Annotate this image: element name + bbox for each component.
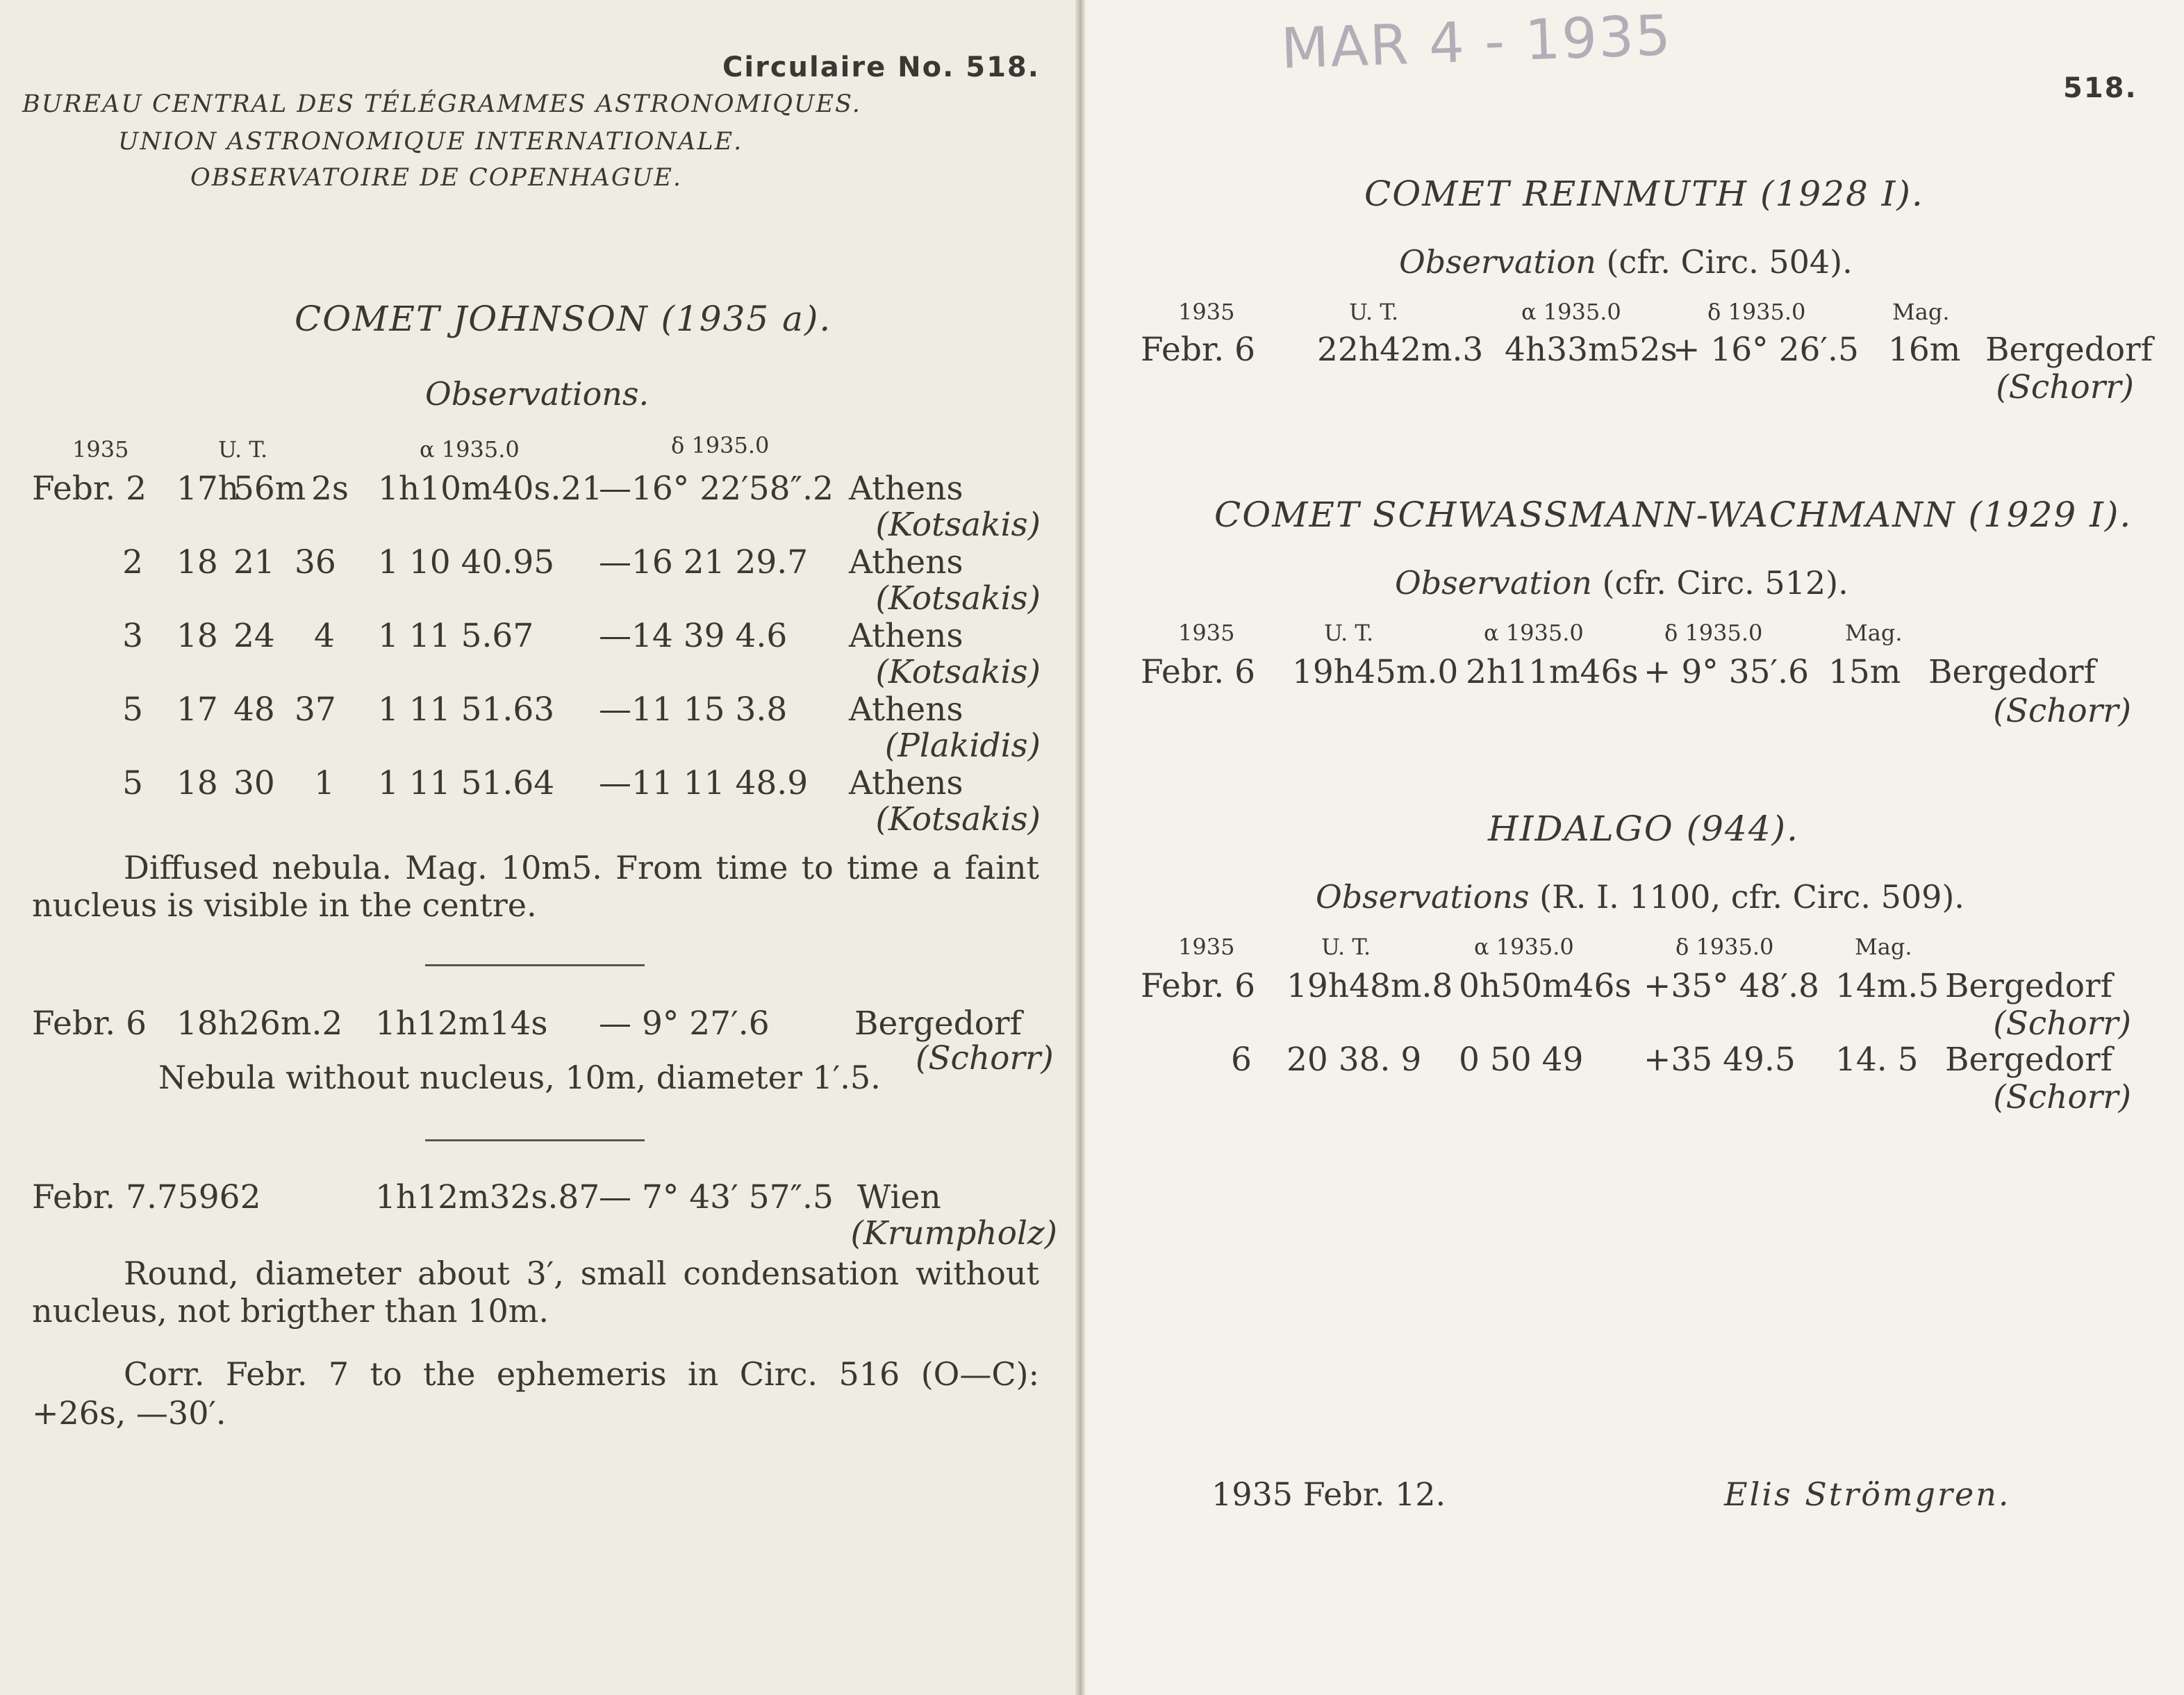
hidalgo-row-date: Febr. 6 <box>1141 967 1256 1005</box>
hidalgo-header-dec: δ 1935.0 <box>1676 934 1774 960</box>
row-ut-s: 37 <box>295 691 336 729</box>
left-page <box>0 0 1078 1695</box>
hidalgo-row-place: Bergedorf <box>1945 967 2112 1005</box>
row-ut-h: 17h <box>176 470 240 508</box>
reinmuth-date: Febr. 6 <box>1141 331 1256 369</box>
row-date: 5 <box>122 764 143 802</box>
obs2-ut: 18h26m.2 <box>176 1004 343 1043</box>
note-correction: Corr. Febr. 7 to the ephemeris in Circ. 516 (O—C): +26s, —30′. <box>32 1355 1039 1432</box>
comet-reinmuth-title: COMET REINMUTH (1928 I). <box>1364 174 1924 214</box>
row-dec: —14 39 4.6 <box>599 617 788 655</box>
row-observer: (Plakidis) <box>884 727 1041 765</box>
row-ut-s: 4 <box>314 617 335 655</box>
note-nebula-without-nucleus: Nebula without nucleus, 10m, diameter 1′.5. <box>158 1059 881 1096</box>
row-dec: —11 15 3.8 <box>599 691 788 729</box>
reinmuth-ra: 4h33m52s <box>1505 331 1678 369</box>
schwassmann-mag: 15m <box>1828 653 1901 691</box>
row-place: Athens <box>849 764 963 802</box>
schwassmann-obs-ref: (cfr. Circ. 512). <box>1602 564 1848 602</box>
row-observer: (Kotsakis) <box>875 800 1041 838</box>
note-round-diameter: Round, diameter about 3′, small condensation without nucleus, not brigther than 10m. <box>32 1255 1039 1330</box>
circular-number: Circulaire No. 518. <box>722 51 1040 83</box>
row-ra: 1 11 51.63 <box>378 691 555 729</box>
row-ut-m: 48 <box>233 691 275 729</box>
reinmuth-header-year: 1935 <box>1178 299 1235 325</box>
row-dec: —16 21 29.7 <box>599 543 809 581</box>
row-ut-m: 56m <box>233 470 306 508</box>
hidalgo-header-ut: U. T. <box>1321 934 1371 960</box>
schwassmann-dec: + 9° 35′.6 <box>1644 653 1809 691</box>
hidalgo-row-date: 6 <box>1231 1041 1252 1079</box>
row-ut-m: 21 <box>233 543 275 581</box>
row-date: 5 <box>122 691 143 729</box>
hidalgo-row-ut: 20 38. 9 <box>1287 1041 1422 1079</box>
obs3-date: Febr. 7.75962 <box>32 1178 261 1216</box>
row-date: 2 <box>122 543 143 581</box>
hidalgo-row-mag: 14m.5 <box>1835 967 1939 1005</box>
schwassmann-place: Bergedorf <box>1928 653 2096 691</box>
row-ut-m: 30 <box>233 764 275 802</box>
obs3-observer: (Krumpholz) <box>850 1214 1057 1252</box>
row-date: Febr. 2 <box>32 470 147 508</box>
bureau-line-2: UNION ASTRONOMIQUE INTERNATIONALE. <box>118 128 743 156</box>
reinmuth-header-ut: U. T. <box>1349 299 1399 325</box>
comet-schwassmann-title: COMET SCHWASSMANN-WACHMANN (1929 I). <box>1214 495 2133 535</box>
hidalgo-row-place: Bergedorf <box>1945 1041 2112 1079</box>
reinmuth-dec: + 16° 26′.5 <box>1673 331 1859 369</box>
row-observer: (Kotsakis) <box>875 579 1041 618</box>
obs2-place: Bergedorf <box>854 1004 1022 1043</box>
col-header-ut: U. T. <box>218 436 268 463</box>
hidalgo-header-ra: α 1935.0 <box>1474 934 1574 960</box>
col-header-year: 1935 <box>72 436 129 463</box>
hidalgo-title: HIDALGO (944). <box>1488 809 1799 849</box>
hidalgo-row-ra: 0 50 49 <box>1459 1041 1584 1079</box>
divider <box>425 1139 645 1141</box>
col-header-dec: δ 1935.0 <box>671 432 770 458</box>
schwassmann-ut: 19h45m.0 <box>1292 653 1459 691</box>
row-place: Athens <box>849 617 963 655</box>
reinmuth-observer: (Schorr) <box>1996 368 2134 406</box>
schwassmann-header-ra: α 1935.0 <box>1484 620 1584 646</box>
obs2-observer: (Schorr) <box>916 1039 1054 1077</box>
row-observer: (Kotsakis) <box>875 506 1041 544</box>
hidalgo-header-year: 1935 <box>1178 934 1235 960</box>
row-ra: 1 11 5.67 <box>378 617 534 655</box>
row-ut-s: 1 <box>314 764 335 802</box>
reinmuth-header-dec: δ 1935.0 <box>1707 299 1806 325</box>
hidalgo-row-observer: (Schorr) <box>1993 1078 2131 1116</box>
row-date: 3 <box>122 617 143 655</box>
schwassmann-obs-label: Observation <box>1395 564 1592 602</box>
obs3-ra: 1h12m32s.87 <box>375 1178 600 1216</box>
hidalgo-row-mag: 14. 5 <box>1835 1041 1919 1079</box>
note-diffused-nebula: Diffused nebula. Mag. 10m5. From time to time a faint nucleus is visible in the centre. <box>32 849 1039 924</box>
row-ra: 1 10 40.95 <box>378 543 555 581</box>
schwassmann-ra: 2h11m46s <box>1466 653 1639 691</box>
hidalgo-observation-heading <box>1316 878 1964 916</box>
bureau-line-1: BUREAU CENTRAL DES TÉLÉGRAMMES ASTRONOMIQUES. <box>22 90 861 118</box>
observations-heading: Observations. <box>425 375 650 413</box>
row-ut-s: 2s <box>311 470 349 508</box>
right-page <box>1085 0 2184 1695</box>
row-ut-h: 18 <box>176 617 218 655</box>
comet-johnson-title: COMET JOHNSON (1935 a). <box>295 299 832 339</box>
schwassmann-date: Febr. 6 <box>1141 653 1256 691</box>
schwassmann-header-dec: δ 1935.0 <box>1664 620 1763 646</box>
reinmuth-ut: 22h42m.3 <box>1317 331 1484 369</box>
row-ra: 1h10m40s.21 <box>378 470 603 508</box>
reinmuth-header-ra: α 1935.0 <box>1521 299 1621 325</box>
row-place: Athens <box>849 691 963 729</box>
schwassmann-header-year: 1935 <box>1178 620 1235 646</box>
hidalgo-row-observer: (Schorr) <box>1993 1004 2131 1043</box>
reinmuth-header-mag: Mag. <box>1892 299 1950 325</box>
row-place: Athens <box>849 470 963 508</box>
obs3-place: Wien <box>857 1178 941 1216</box>
obs2-ra: 1h12m14s <box>375 1004 548 1043</box>
reinmuth-obs-label: Observation <box>1399 243 1596 281</box>
reinmuth-mag: 16m <box>1888 331 1961 369</box>
hidalgo-row-ut: 19h48m.8 <box>1287 967 1453 1005</box>
row-ut-s: 36 <box>295 543 336 581</box>
row-ra: 1 11 51.64 <box>378 764 555 802</box>
page-number: 518. <box>2063 72 2137 104</box>
bureau-line-3: OBSERVATOIRE DE COPENHAGUE. <box>190 164 683 192</box>
reinmuth-place: Bergedorf <box>1985 331 2153 369</box>
row-ut-h: 17 <box>176 691 218 729</box>
row-ut-h: 18 <box>176 543 218 581</box>
obs2-dec: — 9° 27′.6 <box>599 1004 770 1043</box>
divider <box>425 964 645 966</box>
row-ut-m: 24 <box>233 617 275 655</box>
row-observer: (Kotsakis) <box>875 653 1041 691</box>
row-dec: —11 11 48.9 <box>599 764 809 802</box>
reinmuth-obs-ref: (cfr. Circ. 504). <box>1606 243 1853 281</box>
schwassmann-header-mag: Mag. <box>1845 620 1903 646</box>
date-stamp: MAR 4 - 1935 <box>1280 3 1673 81</box>
schwassmann-observation-heading <box>1395 564 1848 602</box>
row-dec: —16° 22′58″.2 <box>599 470 834 508</box>
issue-date: 1935 Febr. 12. <box>1211 1475 1446 1513</box>
obs3-dec: — 7° 43′ 57″.5 <box>599 1178 834 1216</box>
signature: Elis Strömgren. <box>1724 1475 2011 1513</box>
schwassmann-observer: (Schorr) <box>1993 692 2131 730</box>
hidalgo-header-mag: Mag. <box>1855 934 1912 960</box>
hidalgo-obs-label: Observations <box>1316 878 1530 916</box>
hidalgo-row-dec: +35° 48′.8 <box>1644 967 1819 1005</box>
hidalgo-row-ra: 0h50m46s <box>1459 967 1632 1005</box>
hidalgo-row-dec: +35 49.5 <box>1644 1041 1796 1079</box>
row-place: Athens <box>849 543 963 581</box>
obs2-date: Febr. 6 <box>32 1004 147 1043</box>
schwassmann-header-ut: U. T. <box>1324 620 1374 646</box>
col-header-ra: α 1935.0 <box>420 436 520 463</box>
row-ut-h: 18 <box>176 764 218 802</box>
reinmuth-observation-heading <box>1399 243 1853 281</box>
hidalgo-obs-ref: (R. I. 1100, cfr. Circ. 509). <box>1539 878 1964 916</box>
